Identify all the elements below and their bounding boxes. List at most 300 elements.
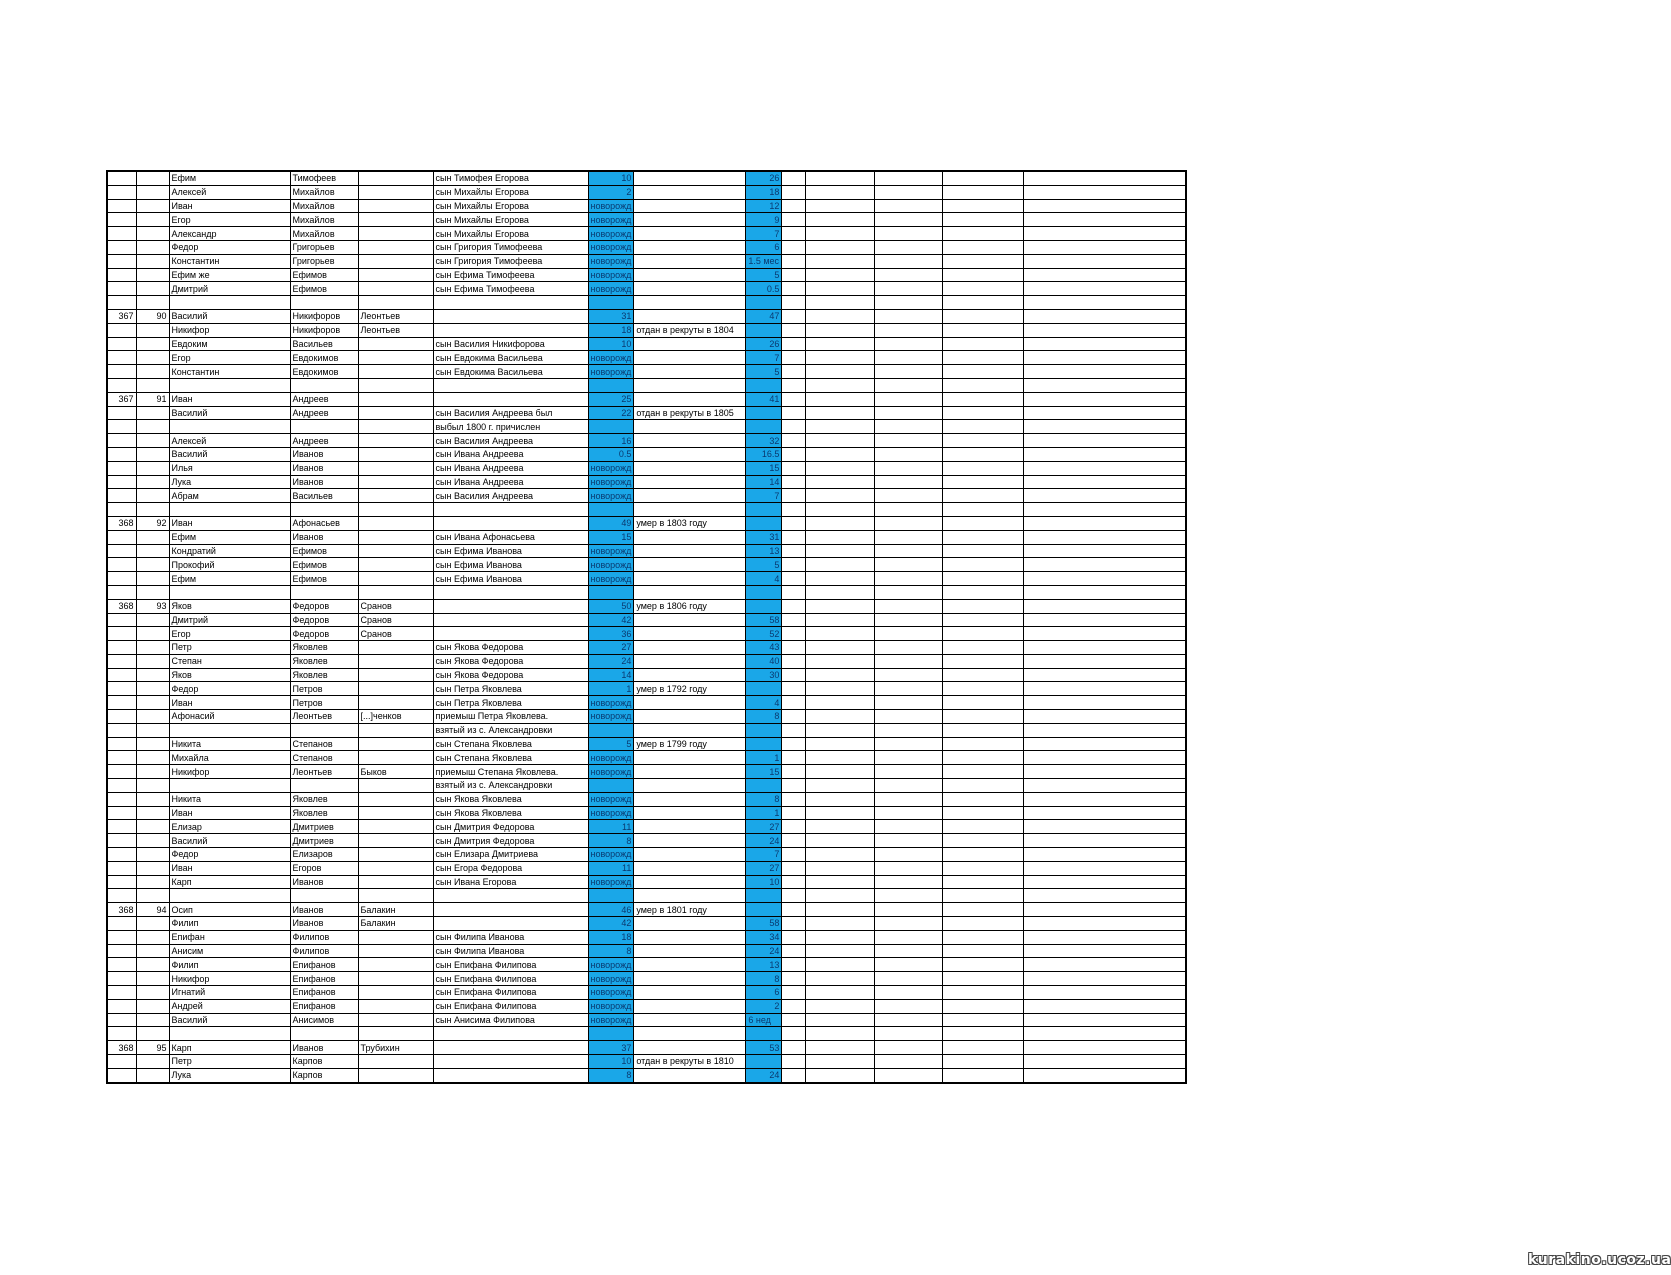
surname-cell <box>358 641 433 655</box>
empty-cell <box>782 834 806 848</box>
note-cell <box>634 696 746 710</box>
first-name-cell: Дмитрий <box>169 282 290 296</box>
surname-cell <box>358 240 433 254</box>
note-cell <box>634 268 746 282</box>
empty-cell <box>875 227 943 241</box>
empty-cell <box>782 406 806 420</box>
page-number-cell <box>107 861 136 875</box>
empty-cell <box>943 999 1024 1013</box>
note-cell <box>634 861 746 875</box>
empty-cell <box>943 323 1024 337</box>
household-number-cell <box>136 820 169 834</box>
empty-cell <box>1024 641 1186 655</box>
first-name-cell: Василий <box>169 447 290 461</box>
empty-cell <box>943 944 1024 958</box>
empty-cell <box>943 737 1024 751</box>
empty-cell <box>806 585 875 599</box>
note-cell <box>634 227 746 241</box>
empty-cell <box>943 378 1024 392</box>
empty-cell <box>943 585 1024 599</box>
surname-cell: Трубихин <box>358 1041 433 1055</box>
page-number-cell <box>107 654 136 668</box>
age-1795-cell: новорожд <box>588 958 634 972</box>
empty-cell <box>875 654 943 668</box>
patronymic-cell: Епифанов <box>290 972 358 986</box>
empty-cell <box>943 475 1024 489</box>
age-1795-cell: 10 <box>588 171 634 185</box>
age-1811-cell: 6 <box>746 986 782 1000</box>
household-number-cell <box>136 930 169 944</box>
page-number-cell <box>107 461 136 475</box>
patronymic-cell: Филипов <box>290 944 358 958</box>
household-number-cell <box>136 461 169 475</box>
first-name-cell: Егор <box>169 213 290 227</box>
age-1811-cell: 1 <box>746 751 782 765</box>
age-1811-cell: 53 <box>746 1041 782 1055</box>
age-1795-cell: новорожд <box>588 240 634 254</box>
empty-cell <box>782 530 806 544</box>
household-number-cell <box>136 240 169 254</box>
relation-cell <box>433 503 588 517</box>
table-row <box>107 489 1186 503</box>
empty-cell <box>782 682 806 696</box>
age-1811-cell: 24 <box>746 944 782 958</box>
surname-cell: Леонтьев <box>358 309 433 323</box>
empty-cell <box>782 792 806 806</box>
age-1811-cell <box>746 1055 782 1069</box>
page-number-cell <box>107 227 136 241</box>
age-1795-cell: 2 <box>588 185 634 199</box>
empty-cell <box>806 351 875 365</box>
empty-cell <box>875 296 943 310</box>
page-number-cell <box>107 779 136 793</box>
patronymic-cell: Епифанов <box>290 986 358 1000</box>
patronymic-cell: Тимофеев <box>290 171 358 185</box>
first-name-cell: Федор <box>169 682 290 696</box>
empty-cell <box>875 254 943 268</box>
table-row <box>107 875 1186 889</box>
empty-cell <box>875 696 943 710</box>
age-1811-cell: 2 <box>746 999 782 1013</box>
age-1795-cell: новорожд <box>588 268 634 282</box>
page-number-cell <box>107 723 136 737</box>
empty-cell <box>875 737 943 751</box>
first-name-cell <box>169 420 290 434</box>
empty-cell <box>806 930 875 944</box>
surname-cell <box>358 434 433 448</box>
empty-cell <box>782 696 806 710</box>
empty-cell <box>943 199 1024 213</box>
relation-cell <box>433 516 588 530</box>
age-1795-cell: новорожд <box>588 199 634 213</box>
table-row <box>107 682 1186 696</box>
empty-cell <box>943 351 1024 365</box>
empty-cell <box>1024 613 1186 627</box>
household-number-cell: 93 <box>136 599 169 613</box>
empty-cell <box>875 627 943 641</box>
empty-cell <box>806 889 875 903</box>
note-cell <box>634 806 746 820</box>
relation-cell <box>433 296 588 310</box>
empty-cell <box>943 185 1024 199</box>
page-number-cell <box>107 986 136 1000</box>
empty-cell <box>875 972 943 986</box>
empty-cell <box>875 530 943 544</box>
empty-cell <box>943 296 1024 310</box>
empty-cell <box>782 875 806 889</box>
age-1811-cell: 9 <box>746 213 782 227</box>
first-name-cell: Илья <box>169 461 290 475</box>
table-row <box>107 889 1186 903</box>
patronymic-cell: Андреев <box>290 434 358 448</box>
empty-cell <box>1024 875 1186 889</box>
empty-cell <box>1024 420 1186 434</box>
age-1811-cell <box>746 585 782 599</box>
surname-cell <box>358 544 433 558</box>
empty-cell <box>943 641 1024 655</box>
empty-cell <box>782 282 806 296</box>
age-1811-cell: 27 <box>746 820 782 834</box>
empty-cell <box>806 406 875 420</box>
note-cell <box>634 765 746 779</box>
household-number-cell <box>136 806 169 820</box>
table-row <box>107 530 1186 544</box>
household-number-cell <box>136 751 169 765</box>
age-1795-cell: 10 <box>588 337 634 351</box>
note-cell: отдан в рекруты в 1810 <box>634 1055 746 1069</box>
household-number-cell <box>136 323 169 337</box>
empty-cell <box>806 213 875 227</box>
empty-cell <box>806 1027 875 1041</box>
note-cell <box>634 889 746 903</box>
age-1795-cell <box>588 889 634 903</box>
patronymic-cell: Михайлов <box>290 227 358 241</box>
patronymic-cell: Иванов <box>290 1041 358 1055</box>
empty-cell <box>875 365 943 379</box>
page-number-cell <box>107 572 136 586</box>
age-1811-cell: 58 <box>746 917 782 931</box>
first-name-cell: Константин <box>169 365 290 379</box>
age-1795-cell: 49 <box>588 516 634 530</box>
empty-cell <box>875 268 943 282</box>
relation-cell: сын Григория Тимофеева <box>433 254 588 268</box>
patronymic-cell: Степанов <box>290 737 358 751</box>
note-cell <box>634 213 746 227</box>
page-number-cell <box>107 737 136 751</box>
first-name-cell: Ефим <box>169 572 290 586</box>
note-cell: умер в 1806 году <box>634 599 746 613</box>
age-1795-cell: 11 <box>588 861 634 875</box>
empty-cell <box>943 627 1024 641</box>
relation-cell: сын Егора Федорова <box>433 861 588 875</box>
age-1811-cell: 7 <box>746 489 782 503</box>
empty-cell <box>782 1027 806 1041</box>
age-1795-cell: новорожд <box>588 365 634 379</box>
page-number-cell: 368 <box>107 599 136 613</box>
relation-cell: сын Евдокима Васильева <box>433 351 588 365</box>
table-row <box>107 296 1186 310</box>
empty-cell <box>875 668 943 682</box>
surname-cell: Леонтьев <box>358 323 433 337</box>
empty-cell <box>1024 1055 1186 1069</box>
empty-cell <box>782 323 806 337</box>
table-row <box>107 503 1186 517</box>
patronymic-cell: Никифоров <box>290 323 358 337</box>
empty-cell <box>943 710 1024 724</box>
empty-cell <box>943 875 1024 889</box>
empty-cell <box>806 1055 875 1069</box>
empty-cell <box>782 779 806 793</box>
empty-cell <box>875 337 943 351</box>
table-row <box>107 544 1186 558</box>
surname-cell <box>358 171 433 185</box>
age-1795-cell: новорожд <box>588 972 634 986</box>
empty-cell <box>1024 889 1186 903</box>
household-number-cell <box>136 668 169 682</box>
first-name-cell: Дмитрий <box>169 613 290 627</box>
age-1811-cell: 32 <box>746 434 782 448</box>
empty-cell <box>1024 723 1186 737</box>
age-1795-cell: новорожд <box>588 696 634 710</box>
empty-cell <box>875 682 943 696</box>
patronymic-cell: Елизаров <box>290 848 358 862</box>
empty-cell <box>806 917 875 931</box>
age-1795-cell: 50 <box>588 599 634 613</box>
age-1811-cell: 5 <box>746 268 782 282</box>
household-number-cell <box>136 986 169 1000</box>
age-1811-cell: 47 <box>746 309 782 323</box>
relation-cell: сын Филипа Иванова <box>433 930 588 944</box>
age-1811-cell <box>746 323 782 337</box>
empty-cell <box>782 613 806 627</box>
table-row <box>107 723 1186 737</box>
household-number-cell <box>136 365 169 379</box>
note-cell: умер в 1799 году <box>634 737 746 751</box>
page-number-cell <box>107 751 136 765</box>
table-row <box>107 710 1186 724</box>
empty-cell <box>943 889 1024 903</box>
page-number-cell <box>107 365 136 379</box>
empty-cell <box>782 268 806 282</box>
page-number-cell <box>107 503 136 517</box>
patronymic-cell: Иванов <box>290 875 358 889</box>
first-name-cell: Федор <box>169 848 290 862</box>
page-number-cell <box>107 558 136 572</box>
age-1811-cell: 13 <box>746 958 782 972</box>
surname-cell <box>358 461 433 475</box>
household-number-cell: 90 <box>136 309 169 323</box>
age-1811-cell: 6 <box>746 240 782 254</box>
age-1795-cell: 8 <box>588 834 634 848</box>
empty-cell <box>875 889 943 903</box>
empty-cell <box>806 199 875 213</box>
age-1811-cell: 0.5 <box>746 282 782 296</box>
empty-cell <box>806 392 875 406</box>
empty-cell <box>1024 337 1186 351</box>
empty-cell <box>782 806 806 820</box>
age-1811-cell: 15 <box>746 461 782 475</box>
empty-cell <box>806 558 875 572</box>
empty-cell <box>1024 213 1186 227</box>
household-number-cell <box>136 558 169 572</box>
empty-cell <box>943 406 1024 420</box>
table-row <box>107 434 1186 448</box>
patronymic-cell: Дмитриев <box>290 820 358 834</box>
empty-cell <box>943 820 1024 834</box>
empty-cell <box>1024 296 1186 310</box>
empty-cell <box>1024 351 1186 365</box>
age-1795-cell: 8 <box>588 944 634 958</box>
note-cell <box>634 351 746 365</box>
first-name-cell: Яков <box>169 599 290 613</box>
note-cell <box>634 999 746 1013</box>
first-name-cell: Василий <box>169 834 290 848</box>
empty-cell <box>1024 737 1186 751</box>
empty-cell <box>875 1013 943 1027</box>
note-cell <box>634 848 746 862</box>
age-1795-cell: 0.5 <box>588 447 634 461</box>
patronymic-cell <box>290 503 358 517</box>
patronymic-cell: Михайлов <box>290 185 358 199</box>
surname-cell: Сранов <box>358 627 433 641</box>
household-number-cell <box>136 268 169 282</box>
empty-cell <box>1024 986 1186 1000</box>
empty-cell <box>806 806 875 820</box>
first-name-cell: Иван <box>169 696 290 710</box>
page-number-cell <box>107 1013 136 1027</box>
empty-cell <box>1024 544 1186 558</box>
note-cell <box>634 654 746 668</box>
first-name-cell: Елизар <box>169 820 290 834</box>
page-number-cell <box>107 1068 136 1082</box>
empty-cell <box>943 1027 1024 1041</box>
empty-cell <box>943 530 1024 544</box>
age-1811-cell: 4 <box>746 572 782 586</box>
surname-cell: Сранов <box>358 599 433 613</box>
relation-cell: сын Ивана Андреева <box>433 475 588 489</box>
empty-cell <box>1024 447 1186 461</box>
household-number-cell <box>136 999 169 1013</box>
first-name-cell: Петр <box>169 641 290 655</box>
household-number-cell <box>136 1055 169 1069</box>
page-number-cell <box>107 792 136 806</box>
empty-cell <box>782 903 806 917</box>
empty-cell <box>806 254 875 268</box>
empty-cell <box>806 489 875 503</box>
empty-cell <box>943 723 1024 737</box>
table-row <box>107 999 1186 1013</box>
surname-cell <box>358 958 433 972</box>
surname-cell <box>358 751 433 765</box>
age-1811-cell: 34 <box>746 930 782 944</box>
empty-cell <box>943 171 1024 185</box>
empty-cell <box>806 751 875 765</box>
surname-cell <box>358 447 433 461</box>
empty-cell <box>1024 282 1186 296</box>
surname-cell <box>358 213 433 227</box>
empty-cell <box>782 240 806 254</box>
surname-cell <box>358 944 433 958</box>
empty-cell <box>875 240 943 254</box>
patronymic-cell: Федоров <box>290 599 358 613</box>
household-number-cell <box>136 254 169 268</box>
empty-cell <box>875 641 943 655</box>
relation-cell <box>433 917 588 931</box>
first-name-cell: Никифор <box>169 972 290 986</box>
household-number-cell <box>136 765 169 779</box>
page-number-cell <box>107 420 136 434</box>
first-name-cell: Иван <box>169 199 290 213</box>
age-1795-cell: 16 <box>588 434 634 448</box>
empty-cell <box>806 516 875 530</box>
age-1811-cell <box>746 723 782 737</box>
patronymic-cell: Ефимов <box>290 558 358 572</box>
empty-cell <box>943 309 1024 323</box>
note-cell <box>634 185 746 199</box>
first-name-cell: Никифор <box>169 323 290 337</box>
surname-cell <box>358 723 433 737</box>
note-cell <box>634 585 746 599</box>
household-number-cell <box>136 848 169 862</box>
empty-cell <box>875 585 943 599</box>
patronymic-cell: Андреев <box>290 406 358 420</box>
age-1811-cell: 7 <box>746 227 782 241</box>
table-row <box>107 765 1186 779</box>
age-1795-cell: 10 <box>588 1055 634 1069</box>
empty-cell <box>806 627 875 641</box>
watermark: kurakino.ucoz.ua <box>1528 1252 1671 1268</box>
empty-cell <box>806 323 875 337</box>
patronymic-cell: Егоров <box>290 861 358 875</box>
empty-cell <box>1024 530 1186 544</box>
empty-cell <box>875 1041 943 1055</box>
note-cell <box>634 544 746 558</box>
age-1811-cell <box>746 420 782 434</box>
page-number-cell <box>107 296 136 310</box>
surname-cell <box>358 875 433 889</box>
first-name-cell: Никифор <box>169 765 290 779</box>
relation-cell: сын Ивана Андреева <box>433 461 588 475</box>
page-number-cell <box>107 710 136 724</box>
table-row <box>107 903 1186 917</box>
empty-cell <box>943 1041 1024 1055</box>
empty-cell <box>943 254 1024 268</box>
patronymic-cell: Ефимов <box>290 282 358 296</box>
page-number-cell <box>107 613 136 627</box>
note-cell <box>634 613 746 627</box>
household-number-cell <box>136 171 169 185</box>
first-name-cell: Осип <box>169 903 290 917</box>
empty-cell <box>782 917 806 931</box>
age-1795-cell: 37 <box>588 1041 634 1055</box>
empty-cell <box>806 834 875 848</box>
first-name-cell: Филип <box>169 958 290 972</box>
surname-cell <box>358 572 433 586</box>
table-row <box>107 737 1186 751</box>
empty-cell <box>943 337 1024 351</box>
surname-cell <box>358 834 433 848</box>
empty-cell <box>1024 185 1186 199</box>
empty-cell <box>1024 558 1186 572</box>
age-1795-cell: 31 <box>588 309 634 323</box>
age-1795-cell: новорожд <box>588 875 634 889</box>
surname-cell <box>358 792 433 806</box>
age-1795-cell: новорожд <box>588 765 634 779</box>
surname-cell <box>358 1068 433 1082</box>
empty-cell <box>1024 930 1186 944</box>
empty-cell <box>875 309 943 323</box>
relation-cell: сын Ивана Афонасьева <box>433 530 588 544</box>
